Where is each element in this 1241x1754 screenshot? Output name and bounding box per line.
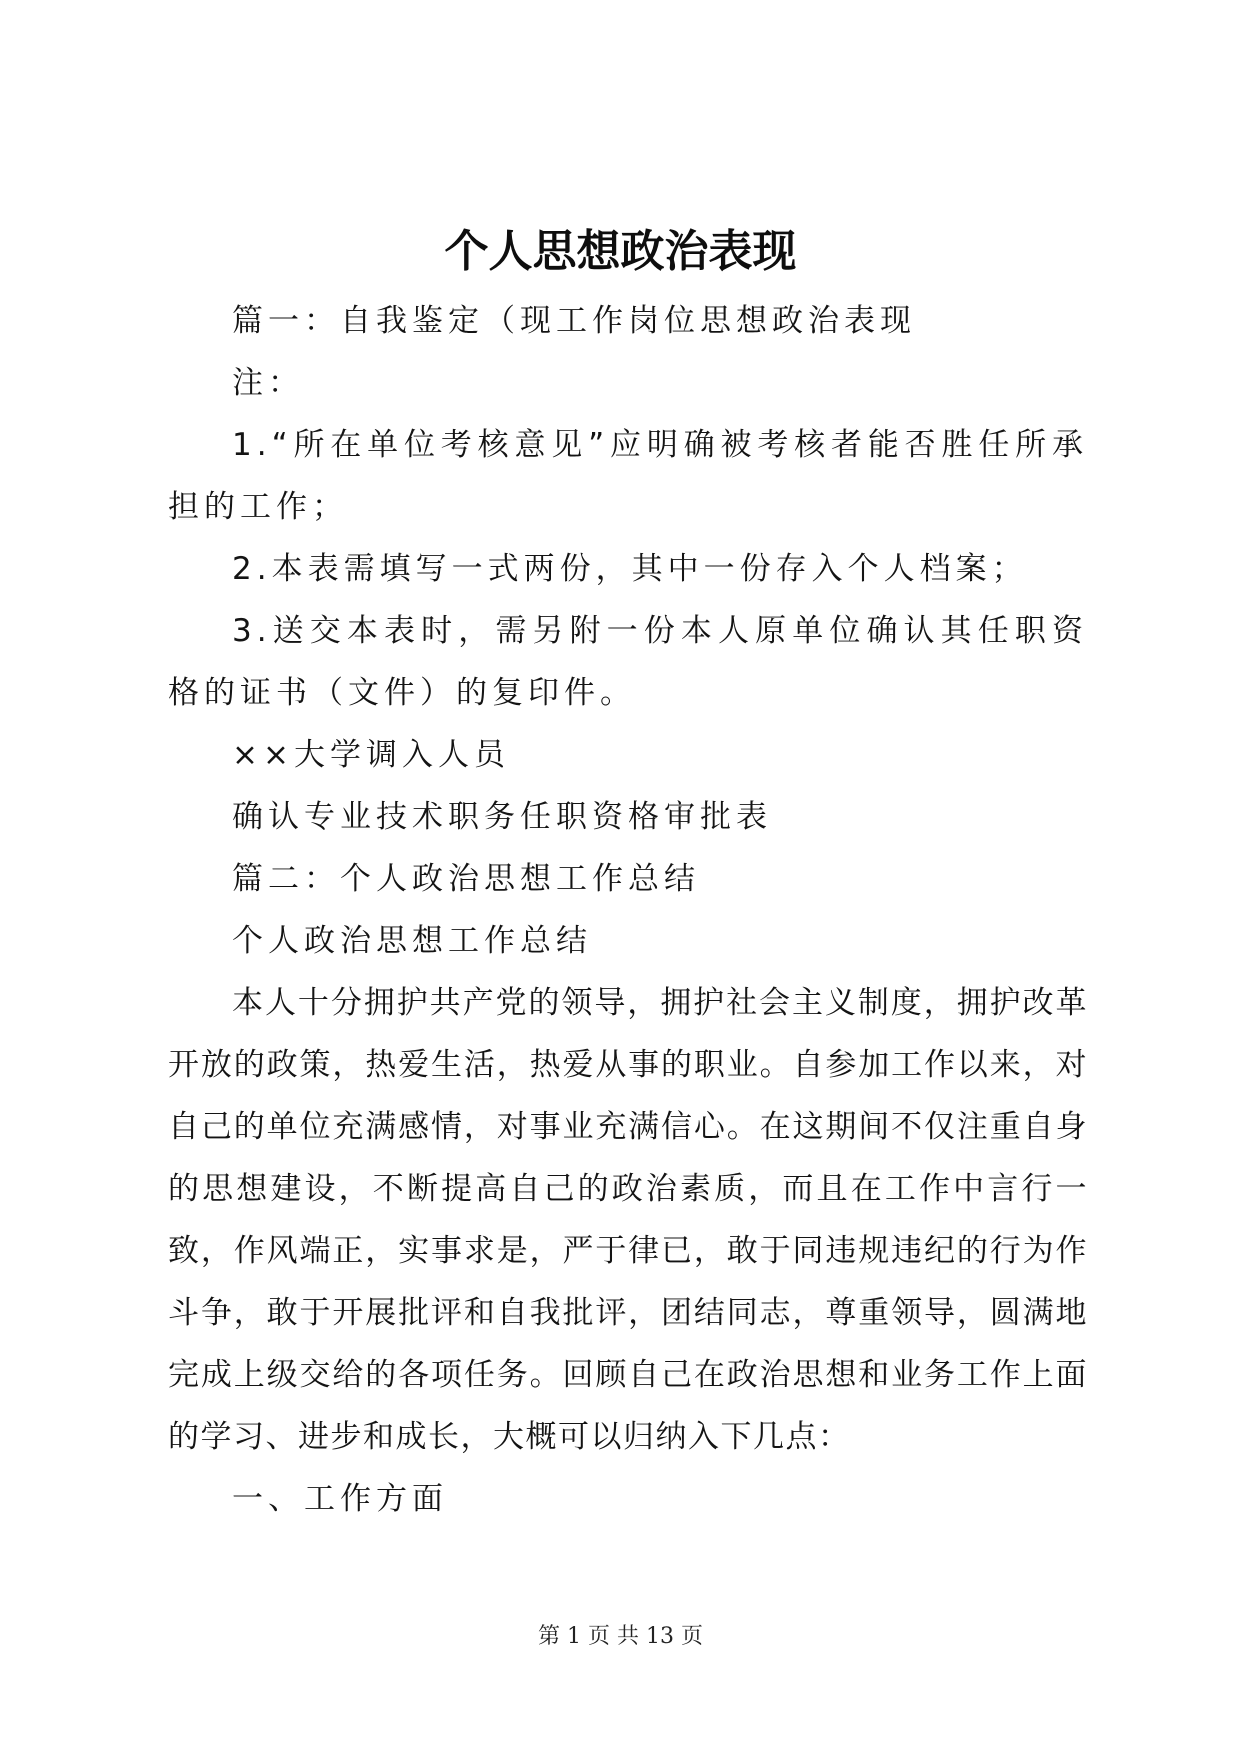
document-title: 个人思想政治表现 [444, 226, 797, 277]
paragraph-section-one-heading: 篇一：自我鉴定（现工作岗位思想政治表现 [232, 303, 916, 339]
paragraph-university-staff: ××大学调入人员 [232, 737, 510, 773]
paragraph-note-label: 注： [232, 365, 304, 401]
paragraph-note-item-1: 1.“所在单位考核意见”应明确被考核者能否胜任所承担的工作； [168, 427, 1088, 525]
paragraph-summary-title: 个人政治思想工作总结 [232, 923, 592, 959]
document-body [168, 290, 1088, 1530]
paragraph-work-aspect-heading: 一、工作方面 [232, 1481, 448, 1517]
paragraph-summary-body: 本人十分拥护共产党的领导，拥护社会主义制度，拥护改革开放的政策，热爱生活，热爱从事的职业。自参加工作以来，对自己的单位充满感情，对事业充满信心。在这期间不仅注重自身的思想建设，不断提高自己的政治素质，而且在工作中言行一致，作风端正，实事求是，严于律已，敢于同违规违纪的行为作斗争，敢于开展批评和自我批评，团结同志，尊重领导，圆满地完成上级交给的各项任务。回顾自己在政治思想和业务工作上面的学习、进步和成长，大概可以归纳入下几点： [168, 985, 1088, 1455]
paragraph-section-two-heading: 篇二：个人政治思想工作总结 [232, 861, 700, 897]
paragraph-note-item-2: 2.本表需填写一式两份，其中一份存入个人档案； [232, 551, 1028, 587]
page-number-footer: 第 1 页 共 13 页 [538, 1624, 703, 1649]
paragraph-note-item-3: 3.送交本表时，需另附一份本人原单位确认其任职资格的证书（文件）的复印件。 [168, 613, 1088, 711]
paragraph-approval-form: 确认专业技术职务任职资格审批表 [232, 799, 772, 835]
